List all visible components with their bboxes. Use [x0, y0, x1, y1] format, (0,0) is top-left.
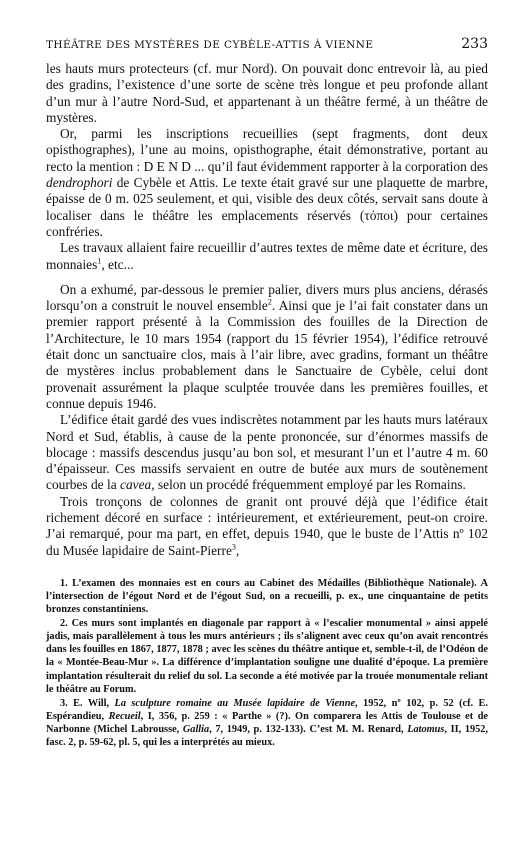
running-header: [46, 36, 488, 52]
paragraph: les hauts murs protecteurs (cf. mur Nord). On pouvait donc entrevoir là, au pied des gradins, l’existence d’une sorte de scène très longue et peu profonde allant d’un mur à l’autre Nord-Sud, et appartenant à un théâtre fermé, à un théâtre de mystères.: [46, 61, 488, 125]
footnote: 3. E. Will, La sculpture romaine au Musée lapidaire de Vienne, 1952, nº 102, p. 52 (cf. E. Espérandieu, Recueil, I, 356, p. 259 : « Parthe » (?). On comparera les Attis de Toulouse et de Narbonne (Michel Labrousse, Gallia, 7, 1949, p. 132-133). C’est M. M. Renard, Latomus, II, 1952, fasc. 2, p. 59-62, pl. 5, qui les a interprétés au mieux.: [46, 697, 488, 749]
body-text: [46, 61, 488, 559]
paragraph: Les travaux allaient faire recueillir d’autres textes de même date et écriture, des monnaies$^1$, etc...: [46, 240, 488, 272]
paragraph: On a exhumé, par-dessous le premier palier, divers murs plus anciens, dérasés lorsqu’on a construit le nouvel ensemble$^2$. Ainsi que je l’ai fait constater dans un premier rapport présenté à la Commission des fouilles de la Direction de l’Architecture, le 10 mars 1954 (rapport du 15 février 1954), l’édifice retrouvé était donc un sanctuaire clos, mais à l’air libre, avec gradins, formant un théâtre de mystères inclus probablement dans le Sanctuaire de Cybèle, celui dont provenait assurément la plaque sculptée trouvée dans les premières fouilles, et connue depuis 1946.: [46, 281, 488, 411]
footnotes: [46, 577, 488, 749]
running-title: THÉÂTRE DES MYSTÈRES DE CYBÈLE-ATTIS À VIENNE: [46, 39, 374, 51]
paragraph: Or, parmi les inscriptions recueillies (sept fragments, dont deux opisthographes), l’une au moins, opisthographe, était démonstrative, portant au recto la mention : D E N D ... qu’il faut évidemment rapporter à la corporation des dendrophori de Cybèle et Attis. Le texte était gravé sur une plaquette de marbre, épaisse de 0 m. 025 seulement, et qui, visible des deux côtés, servait sans doute à localiser dans le théâtre les emplacements réservés (τόποι) pour certaines confréries.: [46, 126, 488, 239]
footnote: 1. L’examen des monnaies est en cours au Cabinet des Médailles (Bibliothèque Nationale). A l’intersection de l’égout Nord et de l’égout Sud, on a recueilli, p. ex., une cinquantaine de petits bronzes constantiniens.: [46, 577, 488, 616]
page-number: 233: [461, 36, 488, 52]
page: [46, 36, 488, 750]
paragraph: L’édifice était gardé des vues indiscrètes notamment par les hauts murs latéraux Nord et Sud, établis, à cause de la pente prononcée, sur d’énormes massifs de blocage : massifs descendus jusqu’au bon sol, et mesurant l’un et l’autre 4 m. 60 d’épaisseur. Ces massifs servaient en outre de butée aux murs de soutènement courbes de la cavea, selon un procédé fréquemment employé par les Romains.: [46, 412, 488, 493]
footnote: 2. Ces murs sont implantés en diagonale par rapport à « l’escalier monumental » ainsi appelé jadis, mais parallèlement à tous les murs antérieurs ; ils s’alignent avec ceux qu’on avait rencontrés dans les fouilles en 1867, 1877, 1878 ; avec les scènes du théâtre antique et, semble-t-il, de l’Odéon de la « Montée-Beau-Mur ». La différence d’implantation souligne une dualité d’époque. La première implantation résulterait du relief du sol. La seconde a été motivée par la trouée monumentale reliant le théâtre au Forum.: [46, 618, 488, 695]
paragraph: Trois tronçons de colonnes de granit ont prouvé déjà que l’édifice était richement décoré en surface : intérieurement, et extérieurement, peut-on croire. J’ai remarqué, pour ma part, en effet, depuis 1940, que le buste de l’Attis nº 102 du Musée lapidaire de Saint-Pierre$^3$,: [46, 493, 488, 558]
